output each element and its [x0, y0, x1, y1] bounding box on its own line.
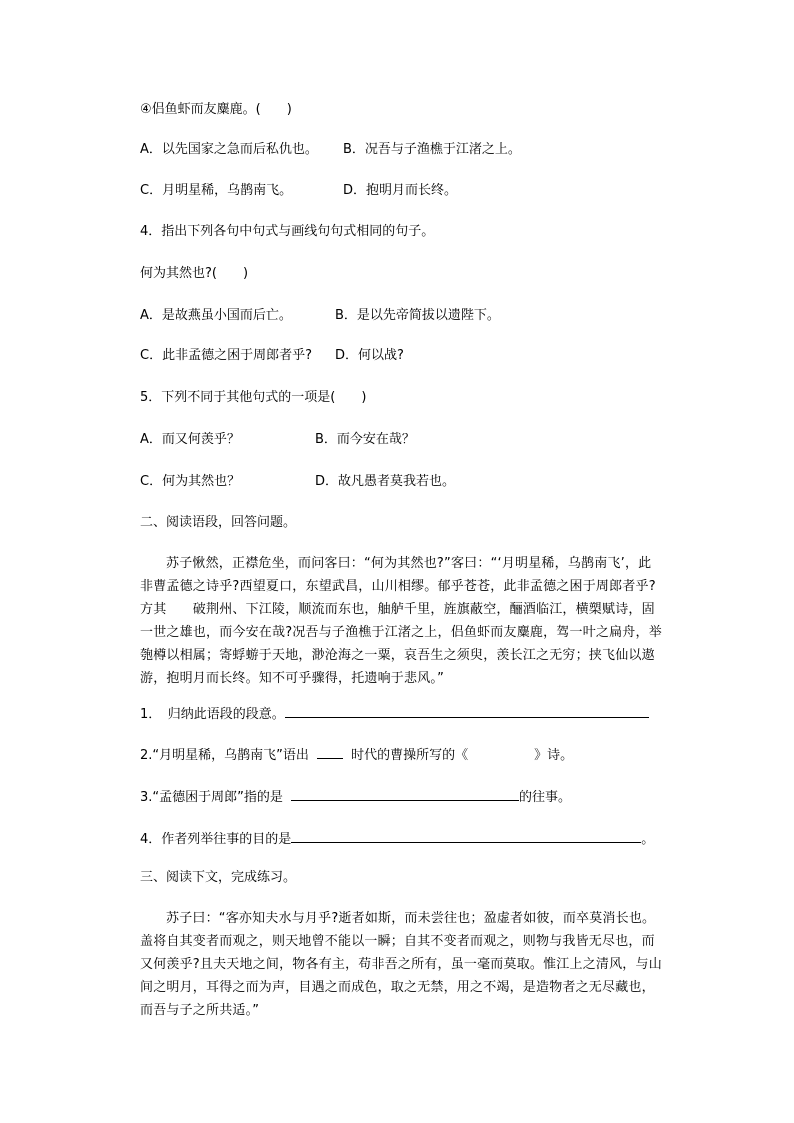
s2-question-4-part-b: 。	[641, 832, 655, 847]
passage-1	[140, 552, 664, 690]
q4-option-d: D．何以战?	[335, 348, 404, 363]
s2-question-3	[140, 786, 571, 807]
s2-question-1	[140, 703, 649, 724]
answer-blank[interactable]	[291, 828, 641, 843]
s2-question-2-part-b: 时代的曹操所写的《	[351, 748, 469, 763]
q5-title: 5．下列不同于其他句式的一项是( )	[140, 390, 367, 405]
q4-stem: 何为其然也?( )	[140, 266, 249, 281]
passage-1-text: 苏子愀然，正襟危坐，而问客曰：“何为其然也?”客曰：“‘月明星稀，乌鹊南飞’，此非曹孟德之诗乎?西望夏口，东望武昌，山川相缪。郁乎苍苍，此非孟德之困于周郎者乎?方其 破荆州、下江陵，顺流而东也，舳舻千里，旌旗蔽空，酾酒临江，横槊赋诗，固一世之雄也，而今安在哉?况吾与子渔樵于江渚之上，侣鱼虾而友麋鹿，驾一叶之扁舟，举匏樽以相属；寄蜉蝣于天地，渺沧海之一粟，哀吾生之须臾，羡长江之无穷；挟飞仙以遨游，抱明月而长终。知不可乎骤得，托遗响于悲风。”	[140, 556, 662, 686]
answer-blank[interactable]	[317, 744, 343, 759]
q5-option-a: A．而又何羡乎？	[140, 432, 240, 447]
q4-option-b: B．是以先帝简拔以遗陛下。	[335, 308, 500, 323]
q3-option-c: C．月明星稀，乌鹊南飞。	[140, 183, 293, 198]
s2-question-4	[140, 828, 654, 849]
s2-question-4-part-a: 4．作者列举往事的目的是	[140, 832, 292, 847]
q4-option-c: C．此非孟德之困于周郎者乎?	[140, 348, 312, 363]
s2-question-3-part-b: 的往事。	[519, 790, 572, 805]
q3-option-d: D．抱明月而长终。	[343, 183, 458, 198]
s2-question-2-part-c: 》诗。	[534, 748, 574, 763]
q3-option-a: A．以先国家之急而后私仇也。	[140, 142, 318, 157]
passage-2	[140, 907, 664, 1022]
answer-blank[interactable]	[285, 703, 649, 718]
q3-option-b: B．况吾与子渔樵于江渚之上。	[343, 142, 521, 157]
q4-option-a: A．是故燕虽小国而后亡。	[140, 308, 292, 323]
s2-question-2-part-a: 2.“月明星稀，乌鹊南飞”语出	[140, 748, 309, 763]
q5-option-b: B．而今安在哉？	[315, 432, 415, 447]
q5-option-d: D．故凡愚者莫我若也。	[315, 474, 456, 489]
q3-item-4: ④侣鱼虾而友麋鹿。( )	[140, 102, 292, 117]
passage-2-text: 苏子曰：“客亦知夫水与月乎?逝者如斯，而未尝往也；盈虚者如彼，而卒莫消长也。盖将自其变者而观之，则天地曾不能以一瞬；自其不变者而观之，则物与我皆无尽也，而又何羡乎?且夫天地之间，物各有主，苟非吾之所有，虽一毫而莫取。惟江上之清风，与山间之明月，耳得之而为声，目遇之而成色，取之无禁，用之不竭，是造物者之无尽藏也，而吾与子之所共适。”	[140, 911, 662, 1018]
s2-question-2	[140, 744, 573, 765]
q4-title: 4．指出下列各句中句式与画线句句式相同的句子。	[140, 224, 435, 239]
section-3-title: 三、阅读下文，完成练习。	[140, 870, 297, 885]
q5-option-c: C．何为其然也？	[140, 474, 241, 489]
section-2-title: 二、阅读语段，回答问题。	[140, 515, 297, 530]
s2-question-1-text: 1． 归纳此语段的段意。	[140, 707, 285, 722]
s2-question-3-part-a: 3.“孟德困于周郎”指的是	[140, 790, 283, 805]
answer-blank[interactable]	[291, 786, 519, 801]
